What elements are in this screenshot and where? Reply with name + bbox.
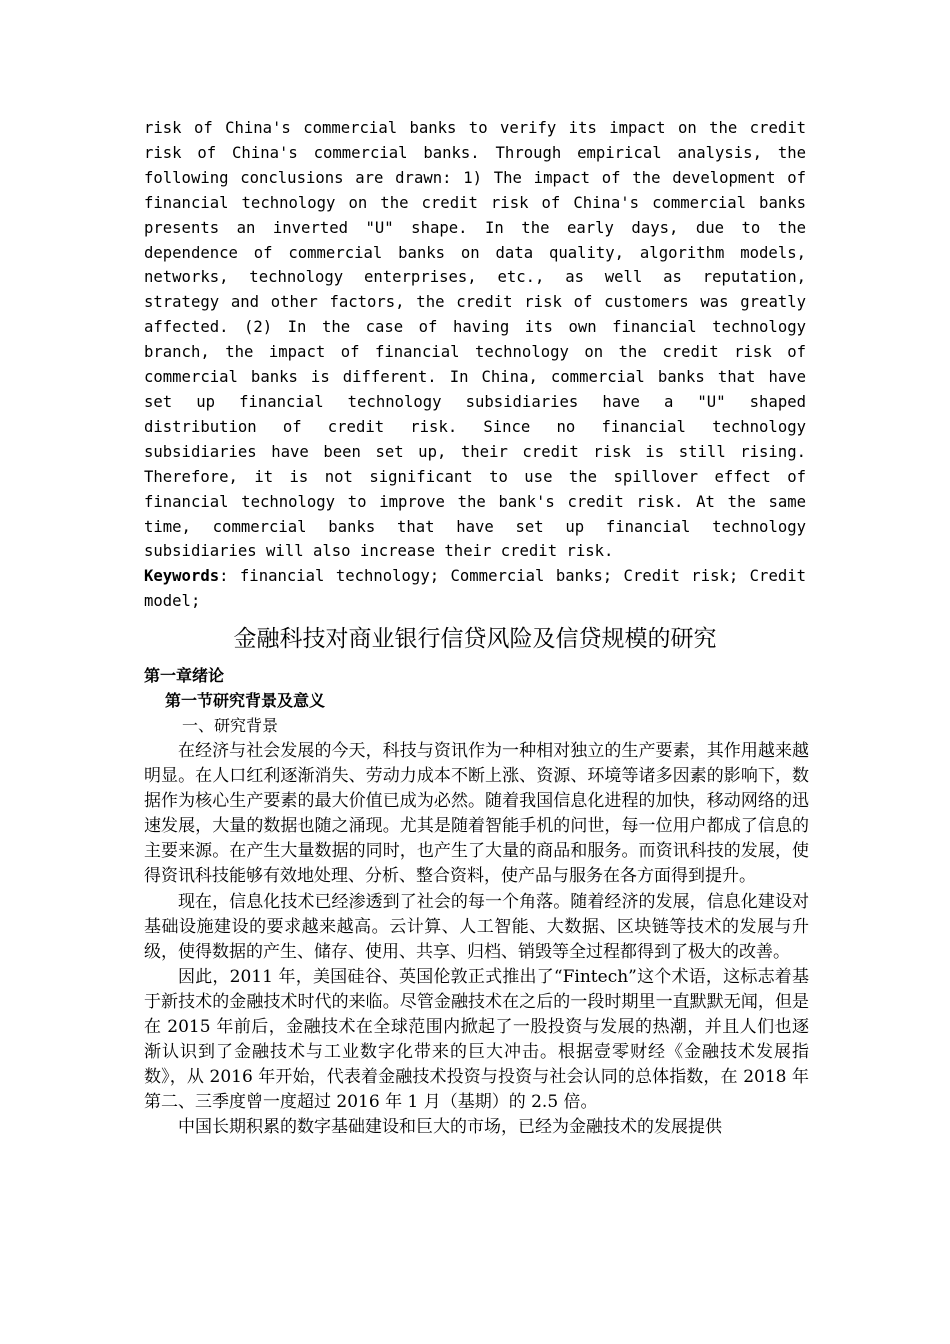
chapter-heading: 第一章绪论 <box>144 666 225 685</box>
document-title: 金融科技对商业银行信贷风险及信贷规模的研究 <box>233 626 717 652</box>
keywords-label: Keywords <box>144 567 220 586</box>
body-paragraph: 中国长期积累的数字基础建设和巨大的市场，已经为金融技术的发展提供 <box>178 1117 722 1138</box>
body-paragraph: 因此，2011 年，美国硅谷、英国伦敦正式推出了“Fintech”这个术语，这标志着基于新技术的金融技术时代的来临。尽管金融技术在之后的一段时期里一直默默无闻，但是在 2015 年前后，金融技术在全球范围内掀起了一股投资与发展的热潮，并且人们也逐渐认识到了金融技术与工业数字化带来的巨大冲击。根据壹零财经《金融技术发展指数》，从 2016 年开始，代表着金融技术投资与投资与社会认同的总体指数，在 2018 年第二、三季度曾一度超过 2016 年 1 月（基期）的 2.5 倍。 <box>144 966 809 1113</box>
keywords-line <box>144 564 806 614</box>
section-heading: 第一节研究背景及意义 <box>165 691 326 710</box>
abstract-text: risk of China's commercial banks to verify its impact on the credit risk of China's commercial banks. Through empirical analysis, the following conclusions are drawn: 1) The impact of the development of financial technology on the credit risk of China's commercial banks presents an inverted "U" shape. In the early days, due to the dependence of commercial banks on data quality, algorithm models, networks, technology enterprises, etc., as well as reputation, strategy and other factors, the credit risk of customers was greatly affected. (2) In the case of having its own financial technology branch, the impact of financial technology on the credit risk of commercial banks is different. In China, commercial banks that have set up financial technology subsidiaries have a "U" shaped distribution of credit risk. Since no financial technology subsidiaries have been set up, their credit risk is still rising. Therefore, it is not significant to use the spillover effect of financial technology to improve the bank's credit risk. At the same time, commercial banks that have set up financial technology subsidiaries will also increase their credit risk. <box>144 119 806 561</box>
subsection-heading: 一、研究背景 <box>182 716 279 735</box>
english-abstract <box>144 116 806 614</box>
body-text <box>144 739 809 1141</box>
body-paragraph: 现在，信息化技术已经渗透到了社会的每一个角落。随着经济的发展，信息化建设对基础设施建设的要求越来越高。云计算、人工智能、大数据、区块链等技术的发展与升级，使得数据的产生、储存、使用、共享、归档、销毁等全过程都得到了极大的改善。 <box>144 891 809 962</box>
keywords-text: : financial technology; Commercial banks; Credit risk; Credit model; <box>144 567 806 611</box>
body-paragraph: 在经济与社会发展的今天，科技与资讯作为一种相对独立的生产要素，其作用越来越明显。在人口红利逐渐消失、劳动力成本不断上涨、资源、环境等诸多因素的影响下，数据作为核心生产要素的最大价值已成为必然。随着我国信息化进程的加快，移动网络的迅速发展，大量的数据也随之涌现。尤其是随着智能手机的问世，每一位用户都成了信息的主要来源。在产生大量数据的同时，也产生了大量的商品和服务。而资讯科技的发展，使得资讯科技能够有效地处理、分析、整合资料，使产品与服务在各方面得到提升。 <box>144 741 809 887</box>
